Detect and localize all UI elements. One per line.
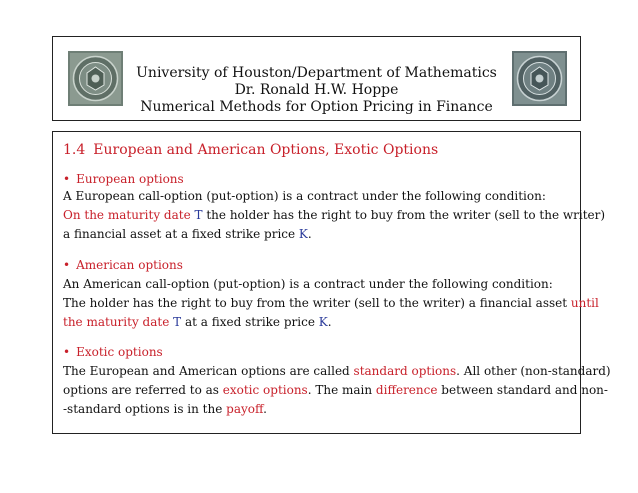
text-span: An American call-option (put-option) is a contract under the following condition: bbox=[63, 277, 553, 291]
text-line bbox=[63, 362, 611, 381]
bullet-label: Exotic options bbox=[76, 345, 163, 359]
content-box bbox=[52, 131, 611, 434]
highlight-red: On the maturity date bbox=[63, 208, 191, 222]
text-span: The European and American options are called bbox=[63, 364, 354, 378]
bullet-label: American options bbox=[76, 258, 183, 272]
text-span: The holder has the right to buy from the writer (sell to the writer) a financial asset bbox=[63, 296, 571, 310]
highlight-red: standard options bbox=[353, 364, 457, 378]
section-title bbox=[63, 142, 438, 158]
text-line bbox=[63, 400, 611, 419]
text-span: . bbox=[307, 227, 312, 241]
bullet-icon: • bbox=[63, 258, 71, 272]
symbol-K: K bbox=[318, 315, 328, 329]
text-span: . The main bbox=[307, 383, 376, 397]
bullet-exotic bbox=[63, 345, 163, 359]
paragraph-european bbox=[63, 187, 605, 244]
bullet-american bbox=[63, 258, 183, 272]
text-line bbox=[63, 206, 605, 225]
highlight-red: payoff bbox=[226, 402, 264, 416]
paragraph-american bbox=[63, 275, 599, 332]
highlight-red: exotic options bbox=[222, 383, 308, 397]
section-title-text: European and American Options, Exotic Options bbox=[93, 142, 439, 158]
bullet-label: European options bbox=[76, 172, 184, 186]
bullet-icon: • bbox=[63, 172, 71, 186]
text-span: . All other (non-standard) bbox=[456, 364, 611, 378]
text-span: . bbox=[263, 402, 267, 416]
paragraph-exotic bbox=[63, 362, 611, 419]
text-span: at a fixed strike price bbox=[181, 315, 319, 329]
university-seal-icon bbox=[512, 51, 567, 106]
symbol-T: T bbox=[173, 315, 182, 329]
text-line bbox=[63, 275, 599, 294]
text-line bbox=[63, 313, 599, 332]
header-line-author: Dr. Ronald H.W. Hoppe bbox=[234, 82, 399, 98]
symbol-K: K bbox=[298, 227, 308, 241]
text-line bbox=[63, 225, 605, 244]
university-seal-icon bbox=[68, 51, 123, 106]
bullet-european bbox=[63, 172, 184, 186]
header-box bbox=[52, 36, 581, 121]
header-text bbox=[123, 65, 510, 116]
text-span: options are referred to as bbox=[63, 383, 223, 397]
text-span: -standard options is in the bbox=[63, 402, 227, 416]
text-span: between standard and non- bbox=[437, 383, 608, 397]
header-line-university: University of Houston/Department of Mathematics bbox=[136, 65, 497, 81]
header-line-course: Numerical Methods for Option Pricing in Finance bbox=[140, 99, 493, 115]
highlight-red: difference bbox=[375, 383, 438, 397]
highlight-red: the maturity date bbox=[63, 315, 170, 329]
text-line bbox=[63, 294, 599, 313]
bullet-icon: • bbox=[63, 345, 71, 359]
highlight-red: until bbox=[570, 296, 599, 310]
text-span: a financial asset at a fixed strike price bbox=[63, 227, 299, 241]
symbol-T: T bbox=[194, 208, 203, 222]
text-span: . bbox=[327, 315, 332, 329]
section-number: 1.4 bbox=[63, 142, 86, 158]
text-line bbox=[63, 187, 605, 206]
text-span: A European call-option (put-option) is a contract under the following condition: bbox=[63, 189, 546, 203]
text-line bbox=[63, 381, 611, 400]
text-span: the holder has the right to buy from the writer (sell to the writer) bbox=[202, 208, 606, 222]
